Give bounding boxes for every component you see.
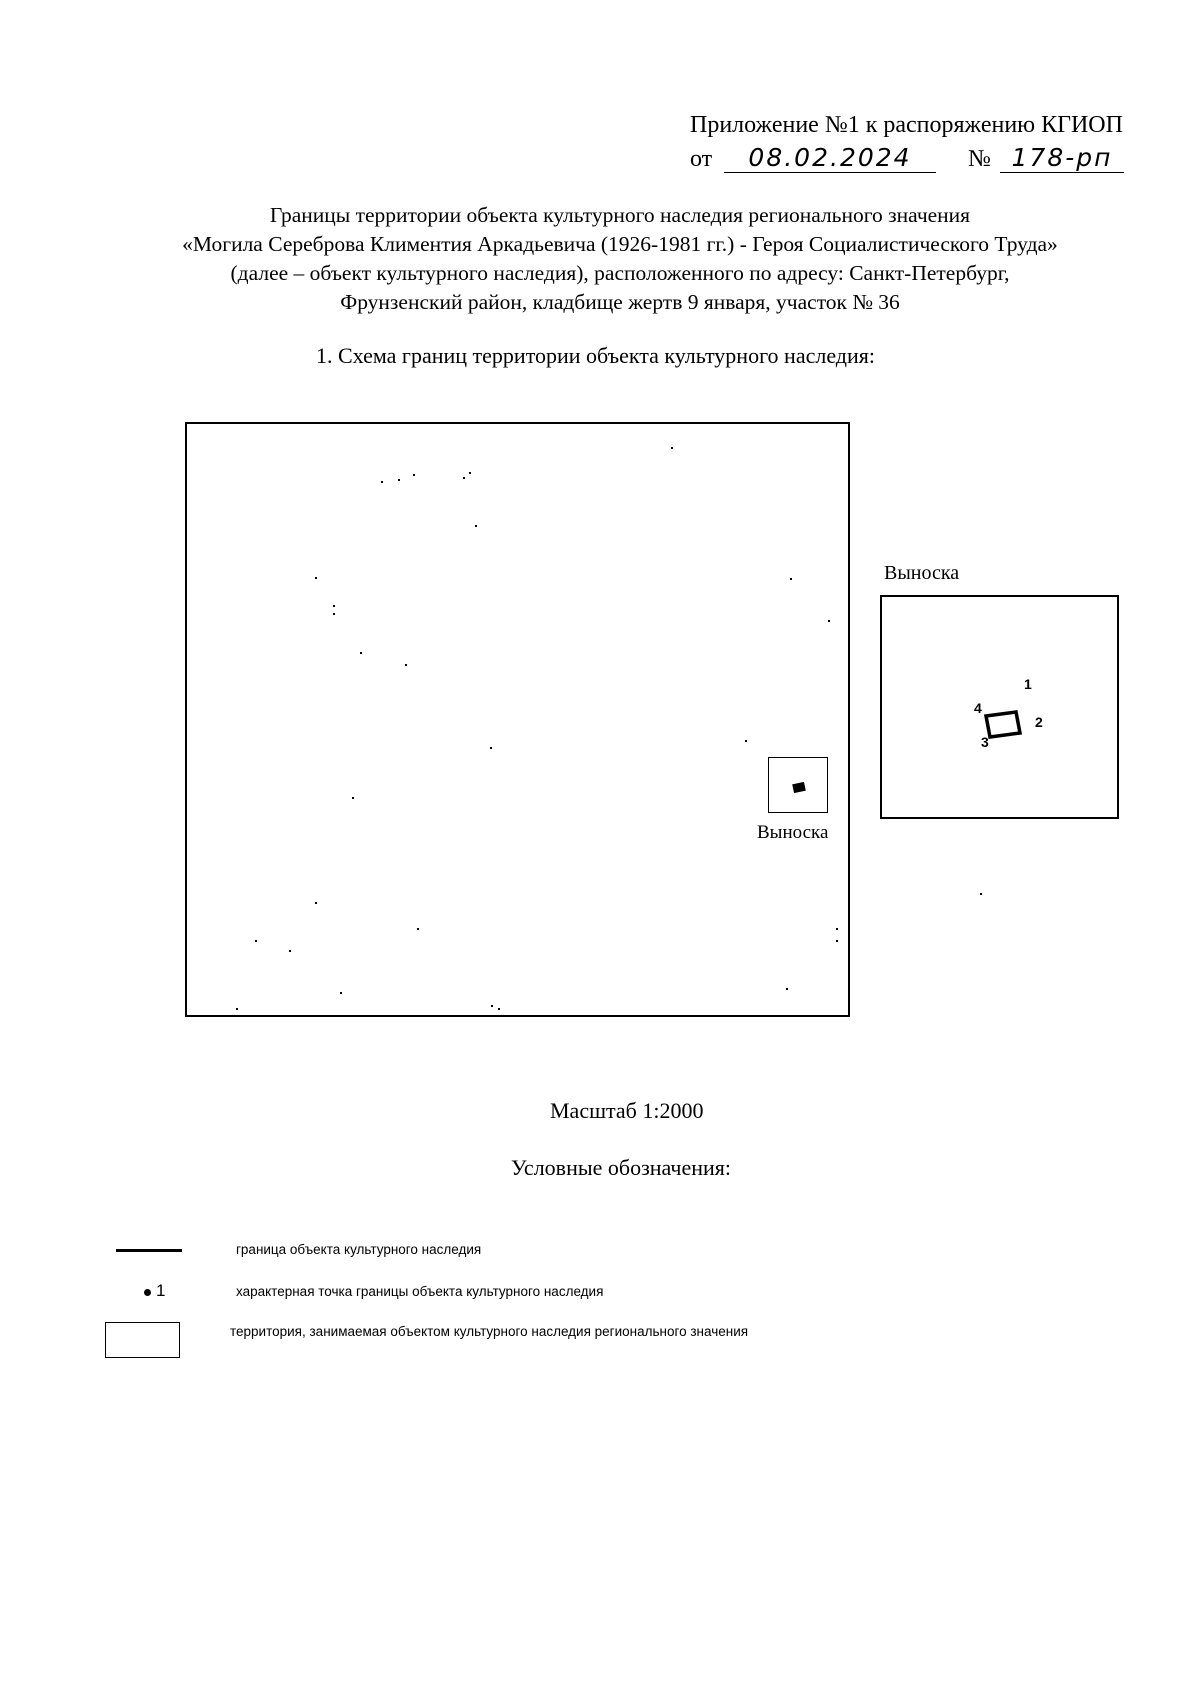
annex-reference: Приложение №1 к распоряжению КГИОП bbox=[690, 112, 1123, 138]
legend-point-number: 1 bbox=[156, 1281, 166, 1300]
number-sign: № bbox=[968, 146, 991, 172]
point-label-3: 3 bbox=[981, 734, 989, 750]
map-scale: Масштаб 1:2000 bbox=[550, 1098, 704, 1123]
legend-point-text: характерная точка границы объекта культурного наследия bbox=[236, 1284, 604, 1299]
title-line: «Могила Сереброва Климентия Аркадьевича (1926-1981 гг.) - Героя Социалистического Труда» bbox=[182, 232, 1058, 256]
date-prefix: от bbox=[690, 146, 713, 172]
legend-boundary-text: граница объекта культурного наследия bbox=[236, 1242, 482, 1257]
object-boundary-polygon bbox=[986, 712, 1020, 737]
title-line: Границы территории объекта культурного наследия регионального значения bbox=[269, 203, 971, 227]
legend-territory-symbol bbox=[105, 1322, 180, 1358]
point-label-1: 1 bbox=[1024, 676, 1032, 692]
point-label-2: 2 bbox=[1035, 714, 1043, 730]
title-line: Фрунзенский район, кладбище жертв 9 января, участок № 36 bbox=[340, 290, 900, 314]
legend-point-symbol bbox=[144, 1289, 151, 1296]
map-inset-label: Выноска bbox=[757, 822, 829, 843]
callout-boundary bbox=[880, 595, 1119, 819]
callout-title: Выноска bbox=[884, 562, 960, 584]
title-line: (далее – объект культурного наследия), расположенного по адресу: Санкт-Петербург, bbox=[230, 261, 1010, 285]
boundary-map bbox=[185, 422, 850, 1017]
document-title bbox=[100, 201, 1140, 317]
legend-territory-text: территория, занимаемая объектом культурного наследия регионального значения bbox=[230, 1324, 749, 1339]
order-date: 08.02.2024 bbox=[724, 144, 936, 173]
section-heading: 1. Схема границ территории объекта культурного наследия: bbox=[316, 343, 876, 368]
legend-boundary-line-symbol bbox=[116, 1249, 182, 1252]
point-label-4: 4 bbox=[974, 700, 982, 716]
legend-title: Условные обозначения: bbox=[511, 1155, 732, 1180]
order-date-line bbox=[690, 142, 1130, 178]
order-number: 178-рп bbox=[1000, 144, 1124, 173]
